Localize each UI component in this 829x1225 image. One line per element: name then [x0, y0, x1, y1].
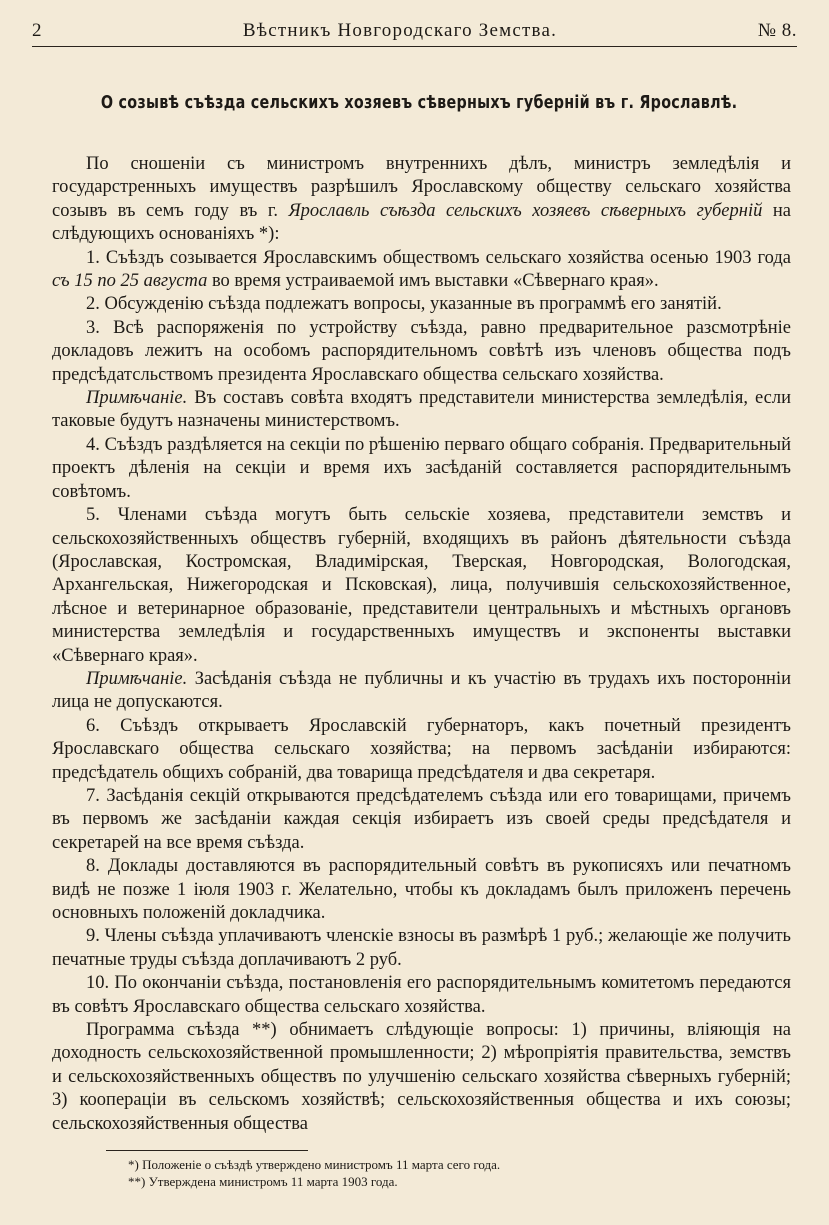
paragraph-program: Программа съѣзда **) обнимаетъ слѣдующіе вопросы: 1) причины, вліяющія на доходность сельскохозяйственной промышленности; 2) мѣропріятія правительства, земствъ и сельскохозяйственныхъ обществъ по улучшенію сельскаго хозяйства сѣверныхъ губерній; 3) коопераціи въ сельскомъ хозяйствѣ; сельскохозяйственныя общества и ихъ союзы; сельскохозяйственныя общества	[52, 1020, 791, 1134]
page-number: 2	[32, 20, 42, 41]
paragraph-item-5: 5. Членами съѣзда могутъ быть сельскіе хозяева, представители земствъ и сельскохозяйственныхъ обществъ губерній, входящихъ въ районъ дѣятельности съѣзда (Ярославская, Костромская, Владимірская, Тверская, Новгородская, Вологодская, Архангельская, Нижегородская и Псковская), лица, получившія сельскохозяйственное, лѣсное и ветеринарное образованіе, представители центральныхъ и мѣстныхъ органовъ министерства земледѣлія и государственныхъ имуществъ и экспоненты выставки «Сѣвернаго края».	[52, 505, 791, 666]
paragraph-item-9: 9. Члены съѣзда уплачиваютъ членскіе взносы въ размѣрѣ 1 руб.; желающіе же получить печатные труды съѣзда доплачиваютъ 2 руб.	[52, 926, 791, 970]
paragraph-item-6: 6. Съѣздъ открываетъ Ярославскій губернаторъ, какъ почетный президентъ Ярославскаго общества сельскаго хозяйства; на первомъ засѣданіи избираются: предсѣдатель общихъ собраній, два товарища предсѣдателя и два секретаря.	[52, 715, 791, 783]
footnotes	[128, 1156, 797, 1190]
article-heading: О созывѣ съѣзда сельскихъ хозяевъ сѣверныхъ губерній въ г. Ярославлѣ.	[100, 93, 738, 113]
paragraph-item-1: 1. Съѣздъ созывается Ярославскимъ обществомъ сельскаго хозяйства осенью 1903 года съ 15 по 25 августа во время устраиваемой имъ выставки «Сѣвернаго края».	[52, 247, 791, 292]
footnote-divider	[106, 1150, 308, 1151]
journal-title: Вѣстникъ Новгородскаго Земства.	[242, 20, 558, 41]
paragraph-item-7: 7. Засѣданія секцій открываются предсѣдателемъ съѣзда или его товарищами, причемъ въ первомъ же засѣданіи каждая секція избираетъ изъ своей среды предсѣдателя и секретарей на все время съѣзда.	[52, 785, 791, 853]
article-body	[52, 153, 791, 1136]
paragraph-item-8: 8. Доклады доставляются въ распорядительный совѣтъ въ рукописяхъ или печатномъ видѣ не позже 1 іюля 1903 г. Желательно, чтобы къ докладамъ былъ приложенъ перечень основныхъ положеній докладчика.	[52, 856, 791, 923]
footnote-2: **) Утверждена министромъ 11 марта 1903 года.	[128, 1174, 398, 1190]
paragraph-note-2: Примѣчаніе. Засѣданія съѣзда не публичны и къ участію въ трудахъ ихъ посторонніи лица не допускаются.	[52, 668, 791, 713]
paragraph-note-1: Примѣчаніе. Въ составъ совѣта входятъ представители министерства земледѣлія, если таковые будутъ назначены министерствомъ.	[52, 388, 791, 432]
issue-number: № 8.	[757, 20, 797, 41]
running-header	[32, 14, 797, 47]
paragraph-intro: По сношеніи съ министромъ внутреннихъ дѣлъ, министръ земледѣлія и государстренныхъ имуществъ разрѣшилъ Ярославскому обществу сельскаго хозяйства созывъ въ семъ году въ г. Ярославль съѣзда сельскихъ хозяевъ сѣверныхъ губерній на слѣдующихъ основаніяхъ *):	[52, 154, 791, 245]
paragraph-item-10: 10. По окончаніи съѣзда, постановленія его распорядительнымъ комитетомъ передаются въ совѣтъ Ярославскаго общества сельскаго хозяйства.	[52, 973, 791, 1017]
paragraph-item-3: 3. Всѣ распоряженія по устройству съѣзда, равно предварительное разсмотрѣніе докладовъ лежитъ на особомъ распорядительномъ совѣтѣ изъ членовъ общества подъ предсѣдатсльствомъ президента Ярославскаго общества сельскаго хозяйства.	[52, 317, 791, 385]
paragraph-item-2: 2. Обсужденію съѣзда подлежатъ вопросы, указанные въ программѣ его занятій.	[86, 294, 722, 315]
footnote-1: *) Положеніе о съѣздѣ утверждено министромъ 11 марта сего года.	[128, 1157, 501, 1173]
paragraph-item-4: 4. Съѣздъ раздѣляется на секціи по рѣшенію перваго общаго собранія. Предварительный проектъ дѣленія на секціи и время ихъ засѣданій составляется распорядительнымъ совѣтомъ.	[52, 434, 791, 502]
